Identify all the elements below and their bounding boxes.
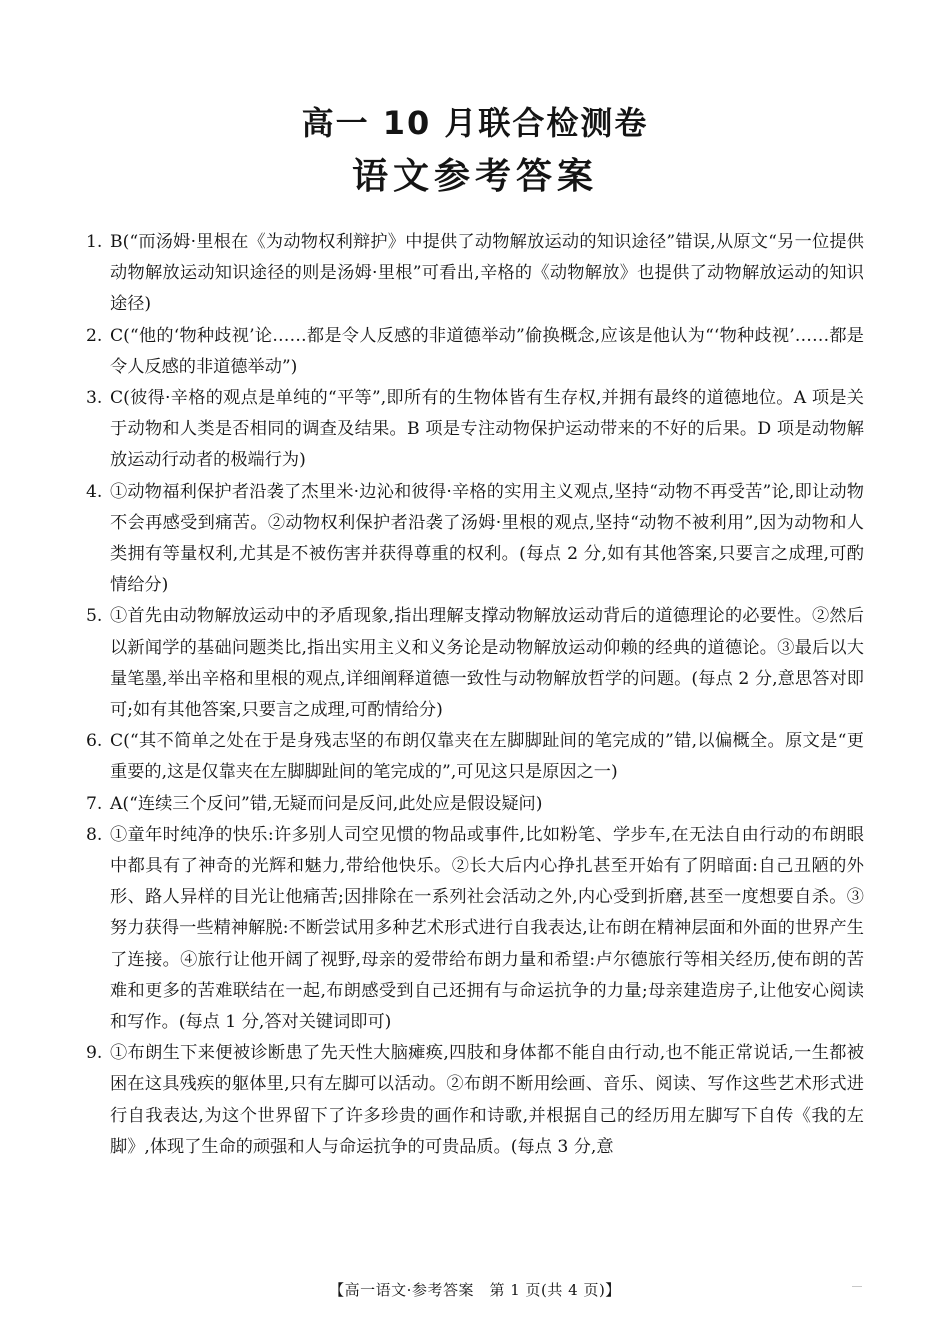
answer-number: 7. [86,793,103,814]
answer-number: 4. [86,481,103,502]
answer-item [86,383,864,477]
answer-text: B(“而汤姆·里根在《为动物权利辩护》中提供了动物解放运动的知识途径”错误,从原文“另一位提供动物解放运动知识途径的则是汤姆·里根”可看出,辛格的《动物解放》也提供了动物解放运动的知识途径) [110,232,864,315]
exam-title: 高一 10 月联合检测卷 [301,104,649,142]
scan-mark [852,1286,862,1287]
answer-item [86,601,864,726]
answer-item [86,789,864,820]
answer-text: ①布朗生下来便被诊断患了先天性大脑瘫痪,四肢和身体都不能自由行动,也不能正常说话,一生都被困在这具残疾的躯体里,只有左脚可以活动。②布朗不断用绘画、音乐、阅读、写作这些艺术形式进行自我表达,为这个世界留下了许多珍贵的画作和诗歌,并根据自己的经历用左脚写下自传《我的左脚》,体现了生命的顽强和人与命运抗争的可贵品质。(每点 3 分,意 [110,1043,864,1157]
answer-item [86,820,864,1038]
answer-text: ①动物福利保护者沿袭了杰里米·边沁和彼得·辛格的实用主义观点,坚持“动物不再受苦”论,即让动物不会再感受到痛苦。②动物权利保护者沿袭了汤姆·里根的观点,坚持“动物不被利用”,因为动物和人类拥有等量权利,尤其是不被伤害并获得尊重的权利。(每点 2 分,如有其他答案,只要言之成理,可酌情给分) [110,481,864,596]
answer-item [86,726,864,788]
page-footer: 【高一语文·参考答案 第 1 页(共 4 页)】 [329,1281,621,1299]
answer-text: A(“连续三个反问”错,无疑而问是反问,此处应是假设疑问) [110,793,543,814]
answer-number: 1. [86,232,103,252]
answer-number: 9. [86,1043,103,1064]
answer-list [86,227,864,1163]
answer-item [86,477,864,602]
answer-item [86,1038,864,1163]
answer-number: 8. [86,824,103,845]
answer-text: ①首先由动物解放运动中的矛盾现象,指出理解支撑动物解放运动背后的道德理论的必要性。②然后以新闻学的基础问题类比,指出实用主义和义务论是动物解放运动仰赖的经典的道德论。③最后以大量笔墨,举出辛格和里根的观点,详细阐释道德一致性与动物解放哲学的问题。(每点 2 分,意思答对即可;如有其他答案,只要言之成理,可酌情给分) [110,606,864,721]
answer-number: 5. [86,606,103,627]
answer-item [86,321,864,383]
answer-text: ①童年时纯净的快乐:许多别人司空见惯的物品或事件,比如粉笔、学步车,在无法自由行动的布朗眼中都具有了神奇的光辉和魅力,带给他快乐。②长大后内心挣扎甚至开始有了阴暗面:自己丑陋的外形、路人异样的目光让他痛苦;因排除在一系列社会活动之外,内心受到折磨,甚至一度想要自杀。③努力获得一些精神解脱:不断尝试用多种艺术形式进行自我表达,让布朗在精神层面和外面的世界产生了连接。④旅行让他开阔了视野,母亲的爱带给布朗力量和希望:卢尔德旅行等相关经历,使布朗的苦难和更多的苦难联结在一起,布朗感受到自己还拥有与命运抗争的力量;母亲建造房子,让他安心阅读和写作。(每点 1 分,答对关键词即可) [110,824,864,1033]
answer-number: 2. [86,325,103,346]
answer-text: C(“其不简单之处在于是身残志坚的布朗仅靠夹在左脚脚趾间的笔完成的”错,以偏概全。原文是“更重要的,这是仅靠夹在左脚脚趾间的笔完成的”,可见这只是原因之一) [110,731,864,783]
answer-number: 3. [86,388,103,409]
answer-item [86,227,864,321]
answer-text: C(“他的‘物种歧视’论……都是令人反感的非道德举动”偷换概念,应该是他认为“‘物种歧视’……都是令人反感的非道德举动”) [110,325,864,377]
answer-key-title: 语文参考答案 [351,156,598,197]
answer-text: C(彼得·辛格的观点是单纯的“平等”,即所有的生物体皆有生存权,并拥有最终的道德地位。A 项是关于动物和人类是否相同的调查及结果。B 项是专注动物保护运动带来的不好的后果。D 项是动物解放运动行动者的极端行为) [110,388,864,471]
answer-number: 6. [86,731,103,752]
